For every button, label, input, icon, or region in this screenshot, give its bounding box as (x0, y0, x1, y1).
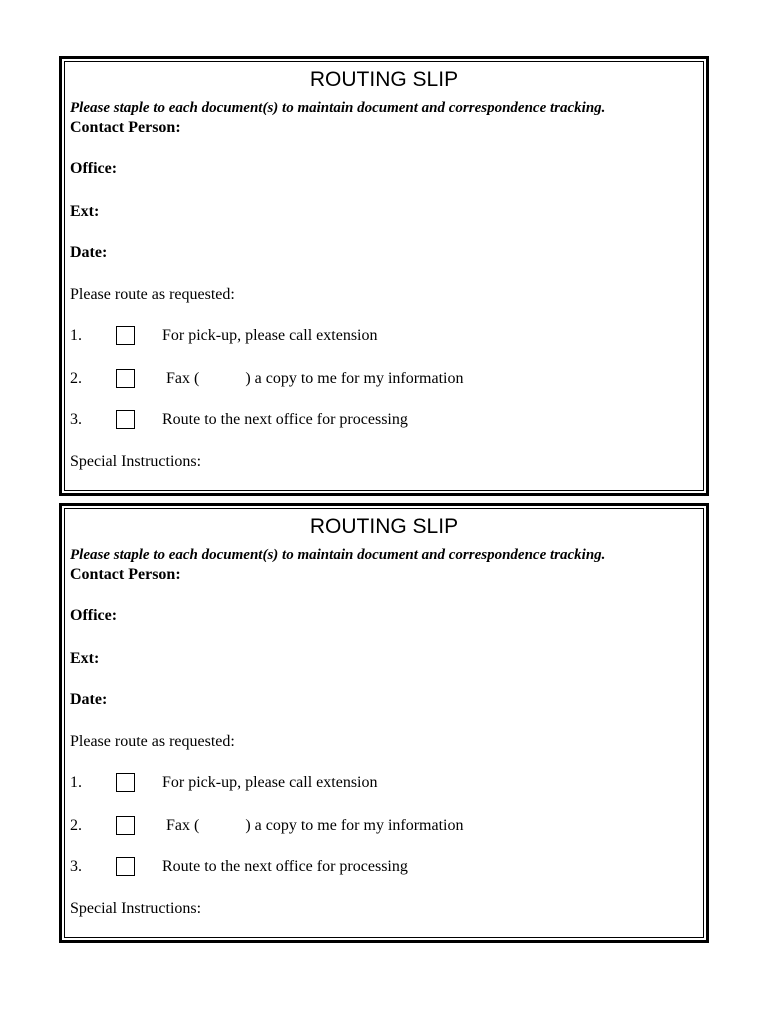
fax-prefix: Fax ( (166, 370, 200, 387)
office-label: Office: (70, 607, 118, 624)
fax-checkbox[interactable] (116, 816, 135, 835)
pickup-checkbox[interactable] (116, 773, 135, 792)
pickup-checkbox[interactable] (116, 326, 135, 345)
slip-title: ROUTING SLIP (309, 68, 459, 91)
route-next-checkbox[interactable] (116, 857, 135, 876)
ext-label: Ext: (70, 203, 100, 220)
date-label: Date: (70, 691, 108, 708)
option-number: 2. (70, 817, 82, 834)
slip-title: ROUTING SLIP (309, 515, 459, 538)
route-next-text: Route to the next office for processing (162, 858, 408, 875)
route-next-text: Route to the next office for processing (162, 411, 408, 428)
slip-content (70, 59, 698, 493)
staple-notice: Please staple to each document(s) to maintain document and correspondence tracking. (70, 547, 606, 563)
routing-slip-2 (59, 503, 709, 943)
route-prompt: Please route as requested: (70, 286, 235, 303)
fax-suffix: ) a copy to me for my information (245, 370, 464, 387)
special-instructions-label: Special Instructions: (70, 453, 202, 470)
fax-text (166, 817, 464, 835)
contact-person-label: Contact Person: (70, 119, 181, 136)
fax-prefix: Fax ( (166, 817, 200, 834)
staple-notice: Please staple to each document(s) to maintain document and correspondence tracking. (70, 100, 606, 116)
pickup-text: For pick-up, please call extension (162, 327, 378, 344)
fax-suffix: ) a copy to me for my information (245, 817, 464, 834)
fax-checkbox[interactable] (116, 369, 135, 388)
pickup-text: For pick-up, please call extension (162, 774, 378, 791)
option-number: 3. (70, 411, 82, 428)
contact-person-label: Contact Person: (70, 566, 181, 583)
special-instructions-label: Special Instructions: (70, 900, 202, 917)
route-prompt: Please route as requested: (70, 733, 235, 750)
slip-content (70, 506, 698, 940)
option-number: 1. (70, 774, 82, 791)
date-label: Date: (70, 244, 108, 261)
option-number: 3. (70, 858, 82, 875)
option-number: 2. (70, 370, 82, 387)
routing-slip-1 (59, 56, 709, 496)
office-label: Office: (70, 160, 118, 177)
ext-label: Ext: (70, 650, 100, 667)
option-number: 1. (70, 327, 82, 344)
route-next-checkbox[interactable] (116, 410, 135, 429)
fax-text (166, 370, 464, 388)
